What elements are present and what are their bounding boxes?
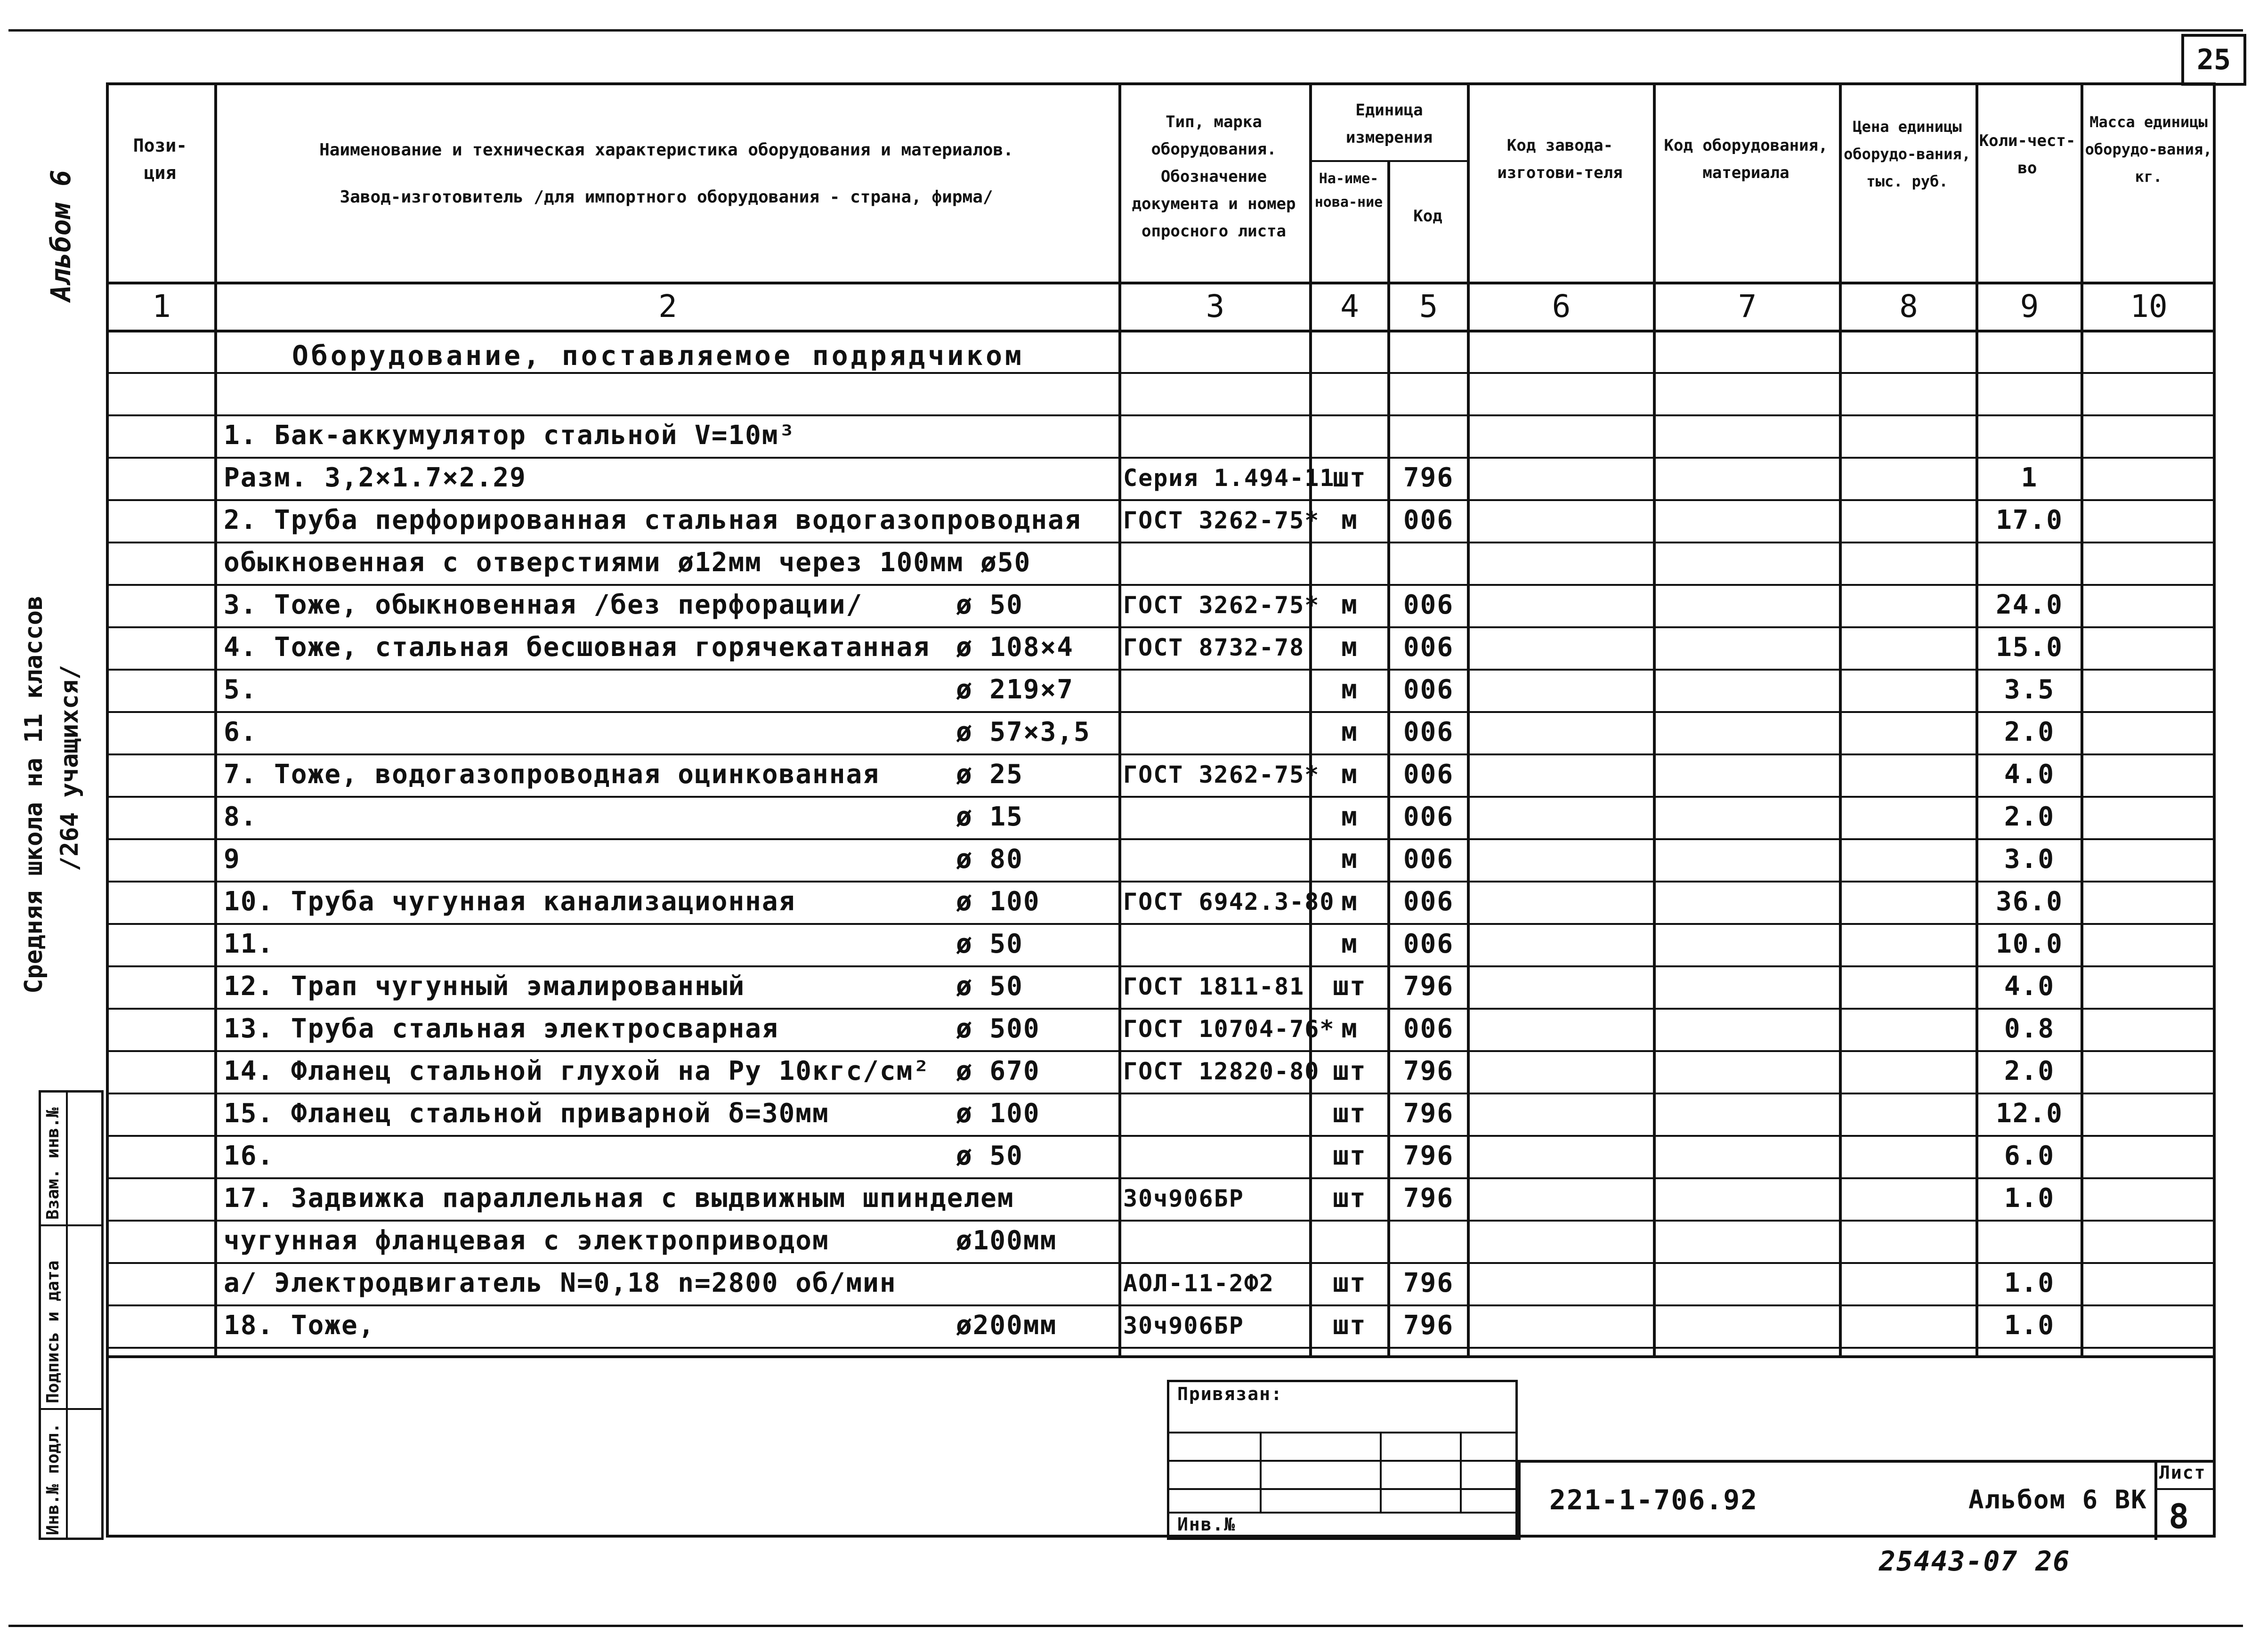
rows-end-line: [106, 1355, 2216, 1358]
row-size: ø 108×4: [956, 632, 1074, 663]
row-doc: ГОСТ 3262-75*: [1123, 507, 1320, 534]
column-numbers-bottom-line: [106, 330, 2216, 332]
stamp-strip-sep1: [39, 1224, 104, 1226]
row-doc: ГОСТ 1811-81: [1123, 973, 1305, 1000]
row-doc: ГОСТ 3262-75*: [1123, 761, 1320, 788]
row-name: 7. Тоже, водогазопроводная оцинкованная: [224, 759, 880, 790]
row-qty: 3.0: [2004, 844, 2055, 875]
row-code: 006: [1403, 759, 1454, 790]
row-qty: 1.0: [2004, 1183, 2055, 1214]
row-name: 1. Бак-аккумулятор стальной V=10м³: [224, 420, 796, 451]
row-code: 006: [1403, 886, 1454, 917]
row-unit: м: [1341, 759, 1358, 790]
row-qty: 3.5: [2004, 674, 2055, 705]
colnum-3: 3: [1206, 288, 1225, 324]
row-code: 796: [1403, 1141, 1454, 1171]
row-name: 2. Труба перфорированная стальная водогазопроводная: [224, 505, 1082, 535]
row-code: 796: [1403, 1056, 1454, 1086]
row-doc: 30ч906БР: [1123, 1312, 1244, 1339]
row-code: 006: [1403, 505, 1454, 535]
row-qty: 36.0: [1996, 886, 2063, 917]
row-code: 006: [1403, 590, 1454, 620]
row-code: 796: [1403, 1268, 1454, 1298]
row-code: 006: [1403, 632, 1454, 663]
header-name-line1: Наименование и техническая характеристика оборудования и материалов.: [319, 140, 1013, 160]
row-size: ø 500: [956, 1013, 1040, 1044]
row-size: ø 25: [956, 759, 1023, 790]
top-border: [8, 29, 2243, 32]
row-name: 13. Труба стальная электросварная: [224, 1013, 779, 1044]
row-name: 17. Задвижка параллельная с выдвижным шпинделем: [224, 1183, 1014, 1214]
row-code: 006: [1403, 674, 1454, 705]
row-name: 3. Тоже, обыкновенная /без перфорации/: [224, 590, 863, 620]
col-line-7: [1839, 82, 1842, 1356]
attached-grid-v3: [1460, 1432, 1462, 1512]
col-line-9: [2081, 82, 2083, 1356]
sheet-cell-sep: [2154, 1488, 2216, 1490]
row-unit: шт: [1333, 971, 1367, 1002]
attached-label: Привязан:: [1177, 1384, 1283, 1404]
attached-grid-h1: [1167, 1432, 1518, 1433]
row-qty: 2.0: [2004, 1056, 2055, 1086]
row-qty: 4.0: [2004, 971, 2055, 1002]
row-code: 796: [1403, 1183, 1454, 1214]
header-plant-code: Код завода-изготови-теля: [1497, 136, 1623, 182]
row-size: ø 100: [956, 886, 1040, 917]
col-line-6: [1653, 82, 1656, 1356]
row-qty: 17.0: [1996, 505, 2063, 535]
colnum-6: 6: [1552, 288, 1571, 324]
row-code: 796: [1403, 1098, 1454, 1129]
row-name: а/ Электродвигатель N=0,18 n=2800 об/мин: [224, 1268, 897, 1298]
row-unit: м: [1341, 590, 1358, 620]
attached-grid-h3: [1167, 1488, 1518, 1490]
row-separator: [106, 923, 2216, 925]
col-line-1: [214, 82, 217, 1356]
row-qty: 2.0: [2004, 802, 2055, 832]
row-name: 9: [224, 844, 241, 875]
unit-group-line: [1309, 160, 1467, 162]
doc-code: 221-1-706.92: [1549, 1484, 1758, 1516]
row-unit: м: [1341, 674, 1358, 705]
row-name: 16.: [224, 1141, 275, 1171]
row-doc: 30ч906БР: [1123, 1185, 1244, 1212]
header-quantity: Коли-чест-во: [1979, 131, 2076, 178]
row-size: ø 50: [956, 929, 1023, 959]
stamp-label-inv-podl: Инв.№ подл.: [43, 1423, 63, 1535]
row-name: 8.: [224, 802, 258, 832]
row-doc: ГОСТ 3262-75*: [1123, 591, 1320, 619]
row-size: ø 50: [956, 1141, 1023, 1171]
row-qty: 6.0: [2004, 1141, 2055, 1171]
row-size: ø 219×7: [956, 674, 1074, 705]
row-name: Разм. 3,2×1.7×2.29: [224, 462, 526, 493]
header-position: Пози-ция: [133, 135, 187, 183]
row-size: ø 50: [956, 590, 1023, 620]
bottom-border: [8, 1625, 2243, 1627]
attached-grid-v2: [1380, 1432, 1382, 1512]
row-unit: м: [1341, 505, 1358, 535]
row-name: обыкновенная с отверстиями ø12мм через 100мм ø50: [224, 547, 1031, 578]
row-name: 14. Фланец стальной глухой на Ру 10кгс/см²: [224, 1056, 931, 1086]
colnum-7: 7: [1738, 288, 1757, 324]
school-side-text-2: /264 учащихся/: [56, 664, 84, 871]
row-separator: [106, 1347, 2216, 1349]
row-name: чугунная фланцевая с электроприводом: [224, 1225, 829, 1256]
row-unit: шт: [1333, 1268, 1367, 1298]
header-unit-name: На-име-нова-ние: [1314, 170, 1383, 211]
row-separator: [106, 796, 2216, 798]
row-code: 006: [1403, 929, 1454, 959]
inv-label: Инв.№: [1177, 1514, 1236, 1535]
row-separator: [106, 838, 2216, 840]
row-size: ø 80: [956, 844, 1023, 875]
row-qty: 4.0: [2004, 759, 2055, 790]
header-unit-code: Код: [1413, 207, 1442, 226]
row-qty: 24.0: [1996, 590, 2063, 620]
colnum-1: 1: [152, 288, 171, 324]
row-name: 5.: [224, 674, 258, 705]
row-unit: шт: [1333, 1056, 1367, 1086]
header-name-line2: Завод-изготовитель /для импортного оборудования - страна, фирма/: [340, 187, 993, 207]
row-code: 796: [1403, 1310, 1454, 1341]
row-unit: шт: [1333, 1183, 1367, 1214]
row-name: 18. Тоже,: [224, 1310, 375, 1341]
row-code: 796: [1403, 462, 1454, 493]
footer-number: 25443-07 26: [1879, 1545, 2071, 1577]
row-size: ø 15: [956, 802, 1023, 832]
row-doc: ГОСТ 6942.3-80: [1123, 888, 1335, 915]
row-code: 796: [1403, 971, 1454, 1002]
row-doc: ГОСТ 8732-78: [1123, 634, 1305, 661]
col-line-2: [1118, 82, 1121, 1356]
row-doc: ГОСТ 10704-76*: [1123, 1015, 1335, 1043]
row-unit: шт: [1333, 1098, 1367, 1129]
row-separator: [106, 669, 2216, 671]
row-unit: м: [1341, 1013, 1358, 1044]
row-qty: 1: [2021, 462, 2038, 493]
row-unit: м: [1341, 844, 1358, 875]
sheet-number: 25: [2181, 34, 2246, 86]
row-unit: шт: [1333, 1310, 1367, 1341]
row-size: ø 50: [956, 971, 1023, 1002]
header-type-doc: Тип, марка оборудования. Обозначение документа и номер опросного листа: [1132, 113, 1296, 241]
row-qty: 2.0: [2004, 717, 2055, 747]
row-code: 006: [1403, 1013, 1454, 1044]
section-title: Оборудование, поставляемое подрядчиком: [292, 340, 1024, 372]
row-doc: Серия 1.494-11: [1123, 464, 1335, 492]
attached-grid-h2: [1167, 1460, 1518, 1462]
row-unit: м: [1341, 717, 1358, 747]
row-size: ø 100: [956, 1098, 1040, 1129]
row-qty: 10.0: [1996, 929, 2063, 959]
title-block-divider: [1518, 1460, 1521, 1540]
sheet-label: Лист: [2159, 1462, 2206, 1483]
row-size: ø 670: [956, 1056, 1040, 1086]
colnum-10: 10: [2130, 288, 2168, 324]
row-qty: 0.8: [2004, 1013, 2055, 1044]
colnum-8: 8: [1899, 288, 1918, 324]
row-name: 12. Трап чугунный эмалированный: [224, 971, 745, 1002]
row-name: 10. Труба чугунная канализационная: [224, 886, 796, 917]
row-size: ø200мм: [956, 1310, 1057, 1341]
row-name: 15. Фланец стальной приварной δ=30мм: [224, 1098, 829, 1129]
header-unit-group: Единица измерения: [1345, 101, 1433, 147]
sheet-value: 8: [2169, 1497, 2190, 1536]
row-unit: шт: [1333, 1141, 1367, 1171]
col-line-5: [1467, 82, 1470, 1356]
row-unit: м: [1341, 929, 1358, 959]
row-separator: [106, 711, 2216, 713]
row-doc: АОЛ-11-2Ф2: [1123, 1270, 1275, 1297]
title-block-top: [1518, 1460, 2216, 1463]
attached-grid-v1: [1260, 1432, 1262, 1512]
stamp-label-signature: Подпись и дата: [43, 1260, 63, 1403]
row-unit: м: [1341, 886, 1358, 917]
colnum-5: 5: [1419, 288, 1438, 324]
row-separator: [106, 1135, 2216, 1137]
colnum-2: 2: [658, 288, 677, 324]
colnum-9: 9: [2020, 288, 2039, 324]
sheet-cell-left: [2154, 1460, 2157, 1540]
row-name: 4. Тоже, стальная бесшовная горячекатанная: [224, 632, 931, 663]
row-qty: 15.0: [1996, 632, 2063, 663]
row-size: ø 57×3,5: [956, 717, 1091, 747]
header-unit-price: Цена единицы оборудо-вания, тыс. руб.: [1844, 118, 1971, 190]
row-code: 006: [1403, 802, 1454, 832]
row-qty: 12.0: [1996, 1098, 2063, 1129]
school-side-text-1: Средняя школа на 11 классов: [20, 595, 48, 994]
colnum-4: 4: [1340, 288, 1359, 324]
row-unit: м: [1341, 802, 1358, 832]
row-name: 6.: [224, 717, 258, 747]
row-qty: 1.0: [2004, 1268, 2055, 1298]
row-doc: ГОСТ 12820-80: [1123, 1058, 1320, 1085]
header-unit-mass: Масса единицы оборудо-вания, кг.: [2085, 113, 2212, 186]
row-code: 006: [1403, 844, 1454, 875]
row-qty: 1.0: [2004, 1310, 2055, 1341]
row-unit: шт: [1333, 462, 1367, 493]
row-name: 11.: [224, 929, 275, 959]
stamp-strip-divider: [66, 1090, 68, 1540]
album-side-text: Альбом 6: [45, 170, 77, 301]
row-code: 006: [1403, 717, 1454, 747]
album-label: Альбом 6 ВК: [1968, 1485, 2147, 1514]
stamp-strip-sep2: [39, 1408, 104, 1410]
header-equipment-code: Код оборудования, материала: [1664, 136, 1828, 182]
row-unit: м: [1341, 632, 1358, 663]
row-size: ø100мм: [956, 1225, 1057, 1256]
stamp-label-vzam: Взам. инв.№: [43, 1107, 63, 1220]
